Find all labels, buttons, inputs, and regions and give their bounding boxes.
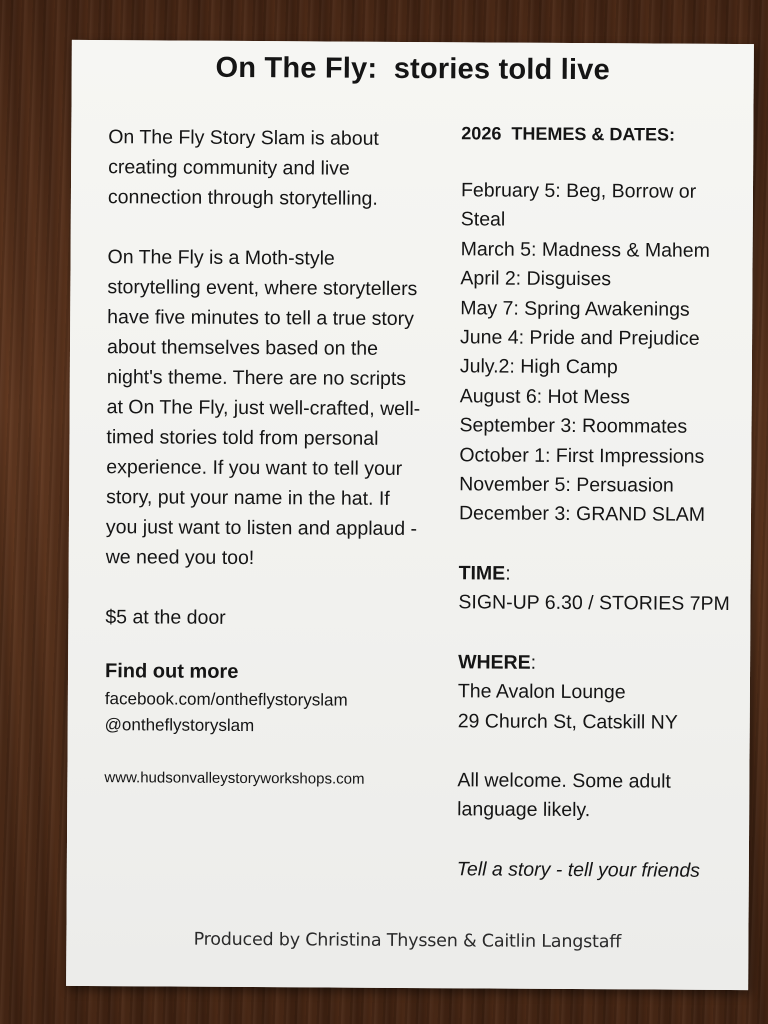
where-label-line: WHERE: <box>458 650 537 674</box>
time-value: SIGN-UP 6.30 / STORIES 7PM <box>458 591 730 616</box>
list-item: October 1: First Impressions <box>459 443 705 468</box>
list-item: December 3: GRAND SLAM <box>458 502 706 527</box>
right-column <box>457 118 747 886</box>
price-text: $5 at the door <box>105 606 226 629</box>
facebook-link: facebook.com/ontheflystoryslam <box>104 689 348 710</box>
time-label: TIME <box>458 562 506 585</box>
welcome-text: All welcome. Some adult language likely. <box>457 769 671 822</box>
description-paragraph: On The Fly is a Moth-style storytelling event, where storytellers have five minutes to tell a true story about themselves based on the night's theme. There are no scripts at On The Fly, just well-crafted, well-timed stories told from personal experience. If you want to tell your story, put your name in the hat. If you just want to listen and applaud - we need you too! <box>105 246 421 570</box>
website-link: www.hudsonvalleystoryworkshops.com <box>104 769 365 788</box>
list-item: September 3: Roommates <box>459 414 688 438</box>
list-item: May 7: Spring Awakenings <box>460 296 690 321</box>
venue-address: 29 Church St, Catskill NY <box>457 709 678 734</box>
list-item: April 2: Disguises <box>460 267 612 291</box>
list-item: July.2: High Camp <box>459 355 618 379</box>
where-label: WHERE <box>458 650 531 674</box>
social-handle: @ontheflystoryslam <box>104 715 255 736</box>
themes-heading: 2026 THEMES & DATES: <box>461 123 676 145</box>
time-label-line: TIME: <box>458 562 511 585</box>
time-section <box>458 559 743 620</box>
list-item: November 5: Persuasion <box>459 473 674 497</box>
producer-credit: Produced by Christina Thyssen & Caitlin Langstaff <box>193 929 622 953</box>
list-item: June 4: Pride and Prejudice <box>460 326 700 350</box>
where-section <box>458 648 744 738</box>
list-item: March 5: Madness & Mahem <box>460 238 710 262</box>
list-item: February 5: Beg, Borrow or Steal <box>460 179 697 231</box>
flyer-title: On The Fly: stories told live <box>215 51 610 87</box>
flyer-card <box>66 40 754 990</box>
left-column <box>104 122 426 792</box>
venue-name: The Avalon Lounge <box>457 680 626 704</box>
dates-list <box>459 176 746 531</box>
intro-paragraph: On The Fly Story Slam is about creating community and live connection through storytelling. <box>107 126 379 210</box>
tagline: Tell a story - tell your friends <box>456 858 701 882</box>
list-item: August 6: Hot Mess <box>459 385 630 409</box>
find-out-more-heading: Find out more <box>104 660 239 683</box>
